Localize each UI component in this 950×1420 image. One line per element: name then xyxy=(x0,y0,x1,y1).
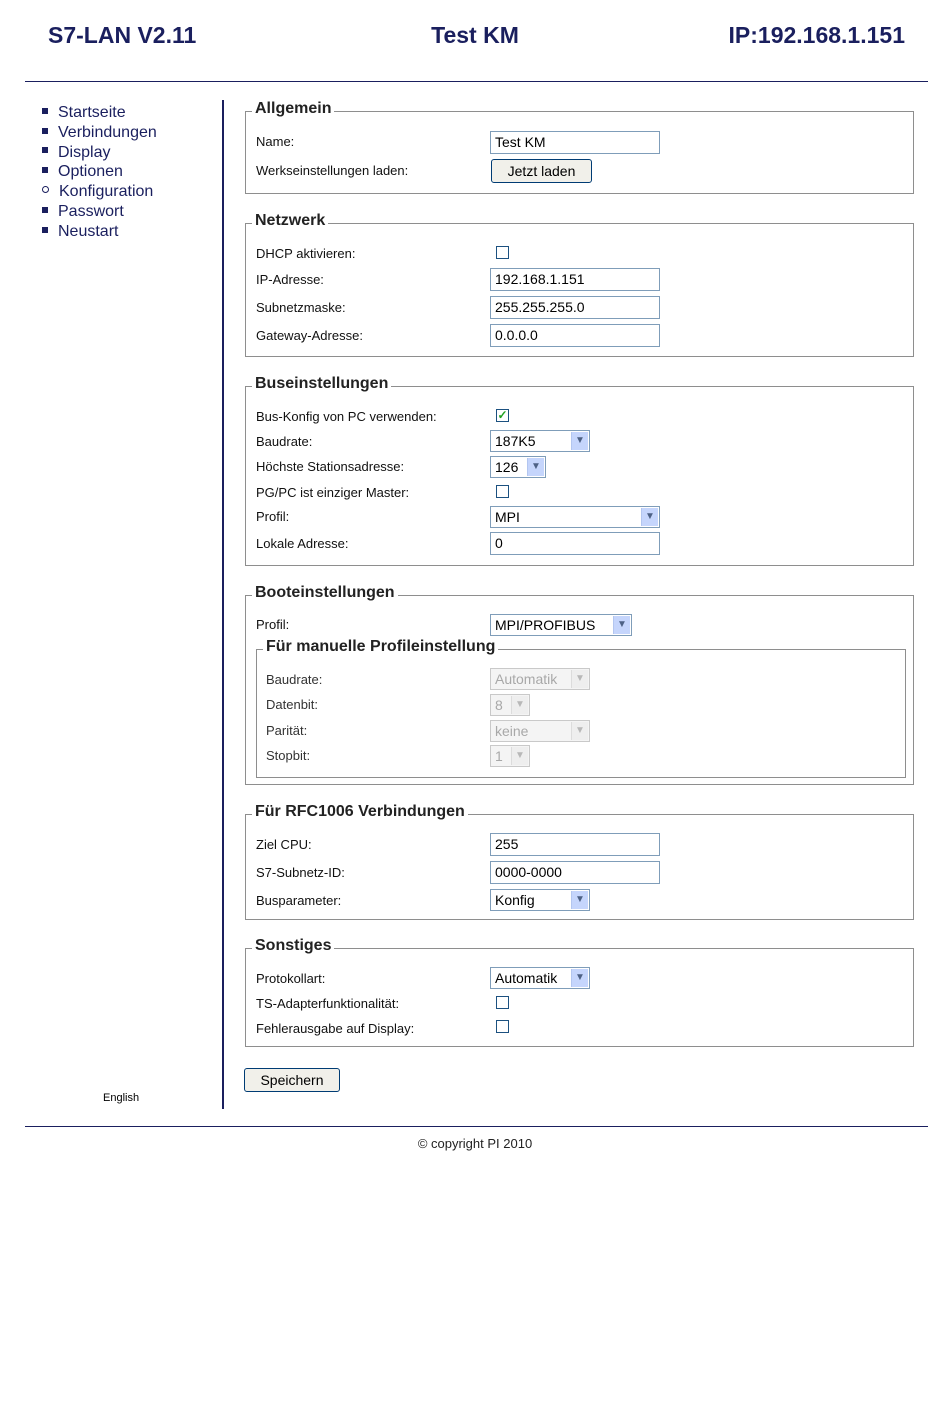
square-bullet-icon xyxy=(42,227,48,233)
dhcp-label: DHCP aktivieren: xyxy=(256,246,356,261)
device-name-title: Test KM xyxy=(431,22,519,48)
chevron-down-icon: ▼ xyxy=(641,508,658,526)
target-cpu-input[interactable]: 255 xyxy=(490,833,660,856)
error-display-label: Fehlerausgabe auf Display: xyxy=(256,1021,415,1036)
sidebar-nav xyxy=(42,103,157,242)
chevron-down-icon: ▼ xyxy=(571,432,588,450)
boot-profile-label: Profil: xyxy=(256,617,290,632)
manual-baudrate-label: Baudrate: xyxy=(266,672,323,687)
nav-item-neustart[interactable] xyxy=(42,222,157,242)
square-bullet-icon xyxy=(42,147,48,153)
parity-select xyxy=(490,720,590,742)
chevron-down-icon: ▼ xyxy=(613,616,630,634)
nav-item-label: Optionen xyxy=(58,163,123,181)
chevron-down-icon: ▼ xyxy=(511,747,528,765)
name-input[interactable]: Test KM xyxy=(490,131,660,154)
nav-item-verbindungen[interactable] xyxy=(42,123,157,143)
square-bullet-icon xyxy=(42,167,48,173)
ip-address-label: IP-Adresse: xyxy=(256,272,324,287)
stopbit-select xyxy=(490,745,530,767)
square-bullet-icon xyxy=(42,108,48,114)
chevron-down-icon: ▼ xyxy=(571,891,588,909)
nav-item-label: Neustart xyxy=(58,222,119,240)
chevron-down-icon: ▼ xyxy=(571,670,588,688)
databit-value: 8 xyxy=(495,697,503,713)
databit-select xyxy=(490,694,530,716)
local-address-input[interactable]: 0 xyxy=(490,532,660,555)
parity-label: Parität: xyxy=(266,723,308,738)
target-cpu-label: Ziel CPU: xyxy=(256,837,312,852)
legend-allgemein: Allgemein xyxy=(252,100,334,118)
square-bullet-icon xyxy=(42,207,48,213)
bus-profile-select[interactable] xyxy=(490,506,660,528)
stopbit-label: Stopbit: xyxy=(266,748,311,763)
legend-sonstiges: Sonstiges xyxy=(252,937,334,955)
bus-parameter-label: Busparameter: xyxy=(256,893,342,908)
ip-address-input[interactable]: 192.168.1.151 xyxy=(490,268,660,291)
legend-rfc1006: Für RFC1006 Verbindungen xyxy=(252,803,468,821)
sidebar-divider xyxy=(222,100,224,1109)
language-link[interactable]: English xyxy=(103,1092,140,1104)
chevron-down-icon: ▼ xyxy=(571,722,588,740)
bus-parameter-value: Konfig xyxy=(495,892,535,908)
bus-profile-label: Profil: xyxy=(256,509,290,524)
bus-config-label: Bus-Konfig von PC verwenden: xyxy=(256,409,437,424)
highest-station-value: 126 xyxy=(495,459,519,475)
baudrate-value: 187K5 xyxy=(495,433,536,449)
ts-adapter-checkbox[interactable] xyxy=(496,996,509,1009)
baudrate-select[interactable] xyxy=(490,430,590,452)
nav-item-label: Verbindungen xyxy=(58,123,157,141)
protocol-type-select[interactable] xyxy=(490,967,590,989)
nav-item-label: Passwort xyxy=(58,202,124,220)
legend-buseinstellungen: Buseinstellungen xyxy=(252,375,391,393)
gateway-input[interactable]: 0.0.0.0 xyxy=(490,324,660,347)
legend-booteinstellungen: Booteinstellungen xyxy=(252,584,398,602)
copyright-text: © copyright PI 2010 xyxy=(417,1136,533,1151)
load-factory-settings-button[interactable]: Jetzt laden xyxy=(491,159,592,183)
s7-subnet-id-label: S7-Subnetz-ID: xyxy=(256,865,345,880)
factory-reset-label: Werkseinstellungen laden: xyxy=(256,163,409,178)
nav-item-optionen[interactable] xyxy=(42,162,157,182)
square-bullet-icon xyxy=(42,128,48,134)
stopbit-value: 1 xyxy=(495,748,503,764)
legend-manual-profile: Für manuelle Profileinstellung xyxy=(263,638,498,656)
nav-item-label: Startseite xyxy=(58,104,126,121)
header-divider xyxy=(25,81,928,82)
bus-parameter-select[interactable] xyxy=(490,889,590,911)
chevron-down-icon: ▼ xyxy=(571,969,588,987)
nav-item-startseite[interactable] xyxy=(42,103,157,123)
bus-profile-value: MPI xyxy=(495,509,520,525)
nav-item-label: Display xyxy=(58,143,111,161)
dhcp-checkbox[interactable] xyxy=(496,246,509,259)
name-label: Name: xyxy=(256,134,295,149)
footer-divider xyxy=(25,1126,928,1127)
databit-label: Datenbit: xyxy=(266,697,319,712)
product-title: S7-LAN V2.11 xyxy=(48,22,197,48)
nav-item-label: Konfiguration xyxy=(59,183,154,201)
ts-adapter-label: TS-Adapterfunktionalität: xyxy=(256,996,400,1011)
single-master-checkbox[interactable] xyxy=(496,485,509,498)
subnet-mask-input[interactable]: 255.255.255.0 xyxy=(490,296,660,319)
save-button[interactable]: Speichern xyxy=(244,1068,340,1092)
protocol-type-label: Protokollart: xyxy=(256,971,326,986)
nav-item-konfiguration[interactable] xyxy=(42,182,157,202)
baudrate-label: Baudrate: xyxy=(256,434,313,449)
chevron-down-icon: ▼ xyxy=(527,458,544,476)
boot-profile-select[interactable] xyxy=(490,614,632,636)
boot-profile-value: MPI/PROFIBUS xyxy=(495,617,596,633)
parity-value: keine xyxy=(495,723,529,739)
s7-subnet-id-input[interactable]: 0000-0000 xyxy=(490,861,660,884)
highest-station-select[interactable] xyxy=(490,456,546,478)
subnet-mask-label: Subnetzmaske: xyxy=(256,300,346,315)
local-address-label: Lokale Adresse: xyxy=(256,536,349,551)
manual-baudrate-select xyxy=(490,668,590,690)
highest-station-label: Höchste Stationsadresse: xyxy=(256,459,405,474)
circle-bullet-icon xyxy=(42,186,49,193)
nav-item-passwort[interactable] xyxy=(42,202,157,222)
manual-baudrate-value: Automatik xyxy=(495,671,558,687)
nav-item-display[interactable] xyxy=(42,143,157,163)
protocol-type-value: Automatik xyxy=(495,970,558,986)
bus-config-checkbox[interactable]: ✓ xyxy=(497,408,508,422)
ip-address-title: IP:192.168.1.151 xyxy=(728,22,905,48)
gateway-label: Gateway-Adresse: xyxy=(256,328,363,343)
error-display-checkbox[interactable] xyxy=(496,1020,509,1033)
chevron-down-icon: ▼ xyxy=(511,696,528,714)
single-master-label: PG/PC ist einziger Master: xyxy=(256,485,410,500)
legend-netzwerk: Netzwerk xyxy=(252,212,328,230)
